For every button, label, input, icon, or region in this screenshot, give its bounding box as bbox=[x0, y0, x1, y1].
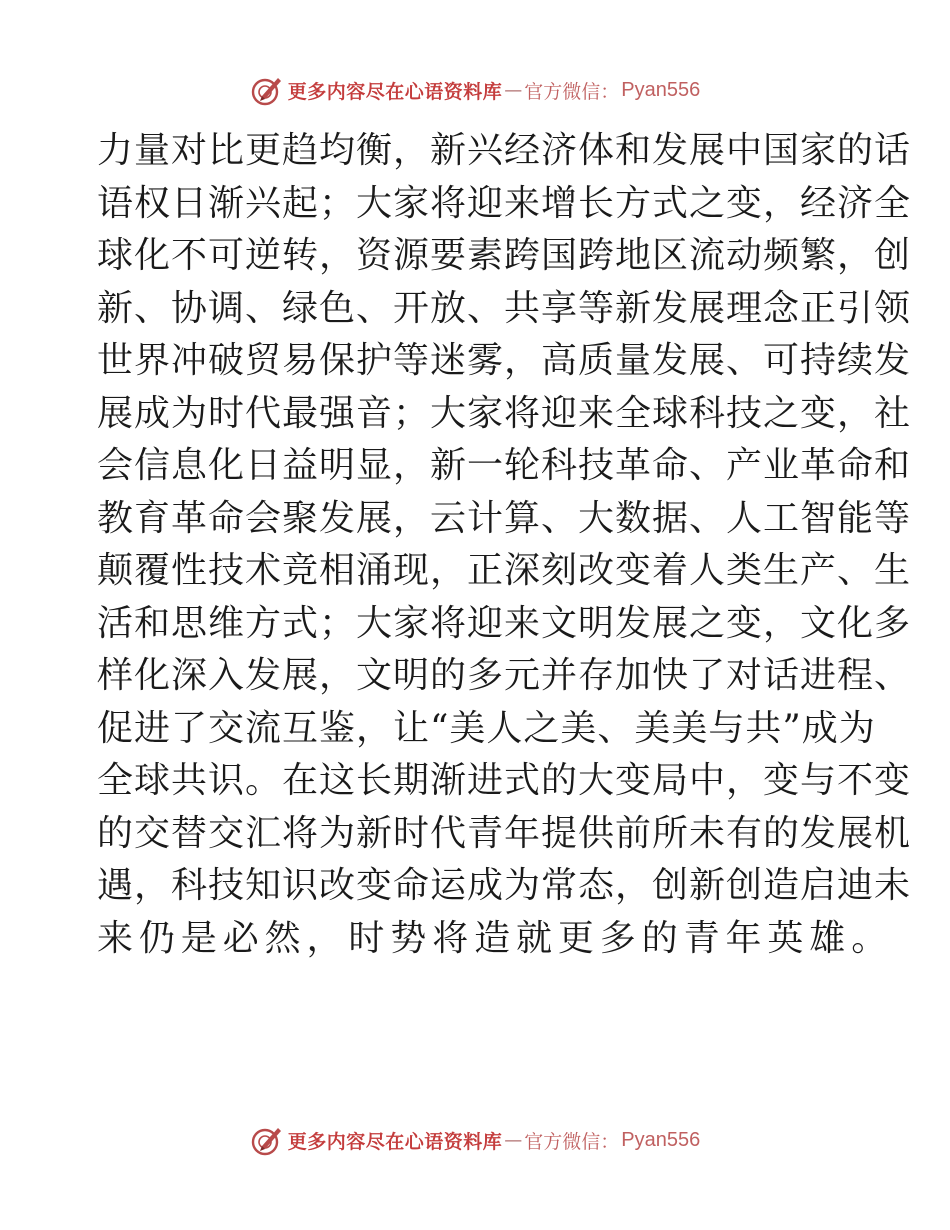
wechat-label: 官方微信： bbox=[524, 80, 620, 103]
header-watermark bbox=[0, 70, 950, 110]
body-line: 展成为时代最强音；大家将迎来全球科技之变，社 bbox=[97, 392, 912, 434]
body-line: 世界冲破贸易保护等迷雾，高质量发展、可持续发 bbox=[97, 340, 912, 381]
body-line: 的交替交汇将为新时代青年提供前所未有的发展机 bbox=[97, 812, 912, 854]
brush-logo-icon bbox=[250, 1123, 284, 1157]
body-line: 新、协调、绿色、开放、共享等新发展理念正引领 bbox=[97, 287, 912, 329]
body-line: 遇，科技知识改变命运成为常态，创新创造启迪未 bbox=[97, 865, 912, 906]
brush-logo-icon bbox=[250, 73, 284, 107]
body-line: 颠覆性技术竞相涌现，正深刻改变着人类生产、生 bbox=[97, 550, 912, 591]
body-line: 样化深入发展，文明的多元并存加快了对话进程、 bbox=[97, 655, 912, 696]
wechat-id: Pyan556 bbox=[621, 78, 701, 101]
body-line: 促进了交流互鉴，让“美人之美、美美与共”成为 bbox=[97, 707, 876, 749]
watermark-text: 更多内容尽在心语资料库 bbox=[287, 1130, 503, 1153]
body-line: 球化不可逆转，资源要素跨国跨地区流动频繁，创 bbox=[97, 235, 912, 276]
body-line: 活和思维方式；大家将迎来文明发展之变，文化多 bbox=[97, 602, 912, 644]
watermark-text: 更多内容尽在心语资料库 bbox=[287, 80, 503, 103]
body-line: 语权日渐兴起；大家将迎来增长方式之变，经济全 bbox=[97, 182, 912, 224]
body-line: 会信息化日益明显，新一轮科技革命、产业革命和 bbox=[97, 445, 912, 486]
wechat-id: Pyan556 bbox=[621, 1128, 701, 1151]
wechat-label: 官方微信： bbox=[524, 1130, 620, 1153]
footer-watermark bbox=[0, 1120, 950, 1160]
watermark-dash: — bbox=[504, 1129, 523, 1151]
body-line-last: 来仍是必然，时势将造就更多的青年英雄。 bbox=[97, 917, 894, 959]
body-line: 教育革命会聚发展，云计算、大数据、人工智能等 bbox=[97, 497, 912, 539]
body-line: 全球共识。在这长期渐进式的大变局中，变与不变 bbox=[97, 760, 912, 801]
document-body bbox=[97, 125, 912, 965]
body-line: 力量对比更趋均衡，新兴经济体和发展中国家的话 bbox=[97, 130, 912, 171]
watermark-dash: — bbox=[504, 79, 523, 101]
